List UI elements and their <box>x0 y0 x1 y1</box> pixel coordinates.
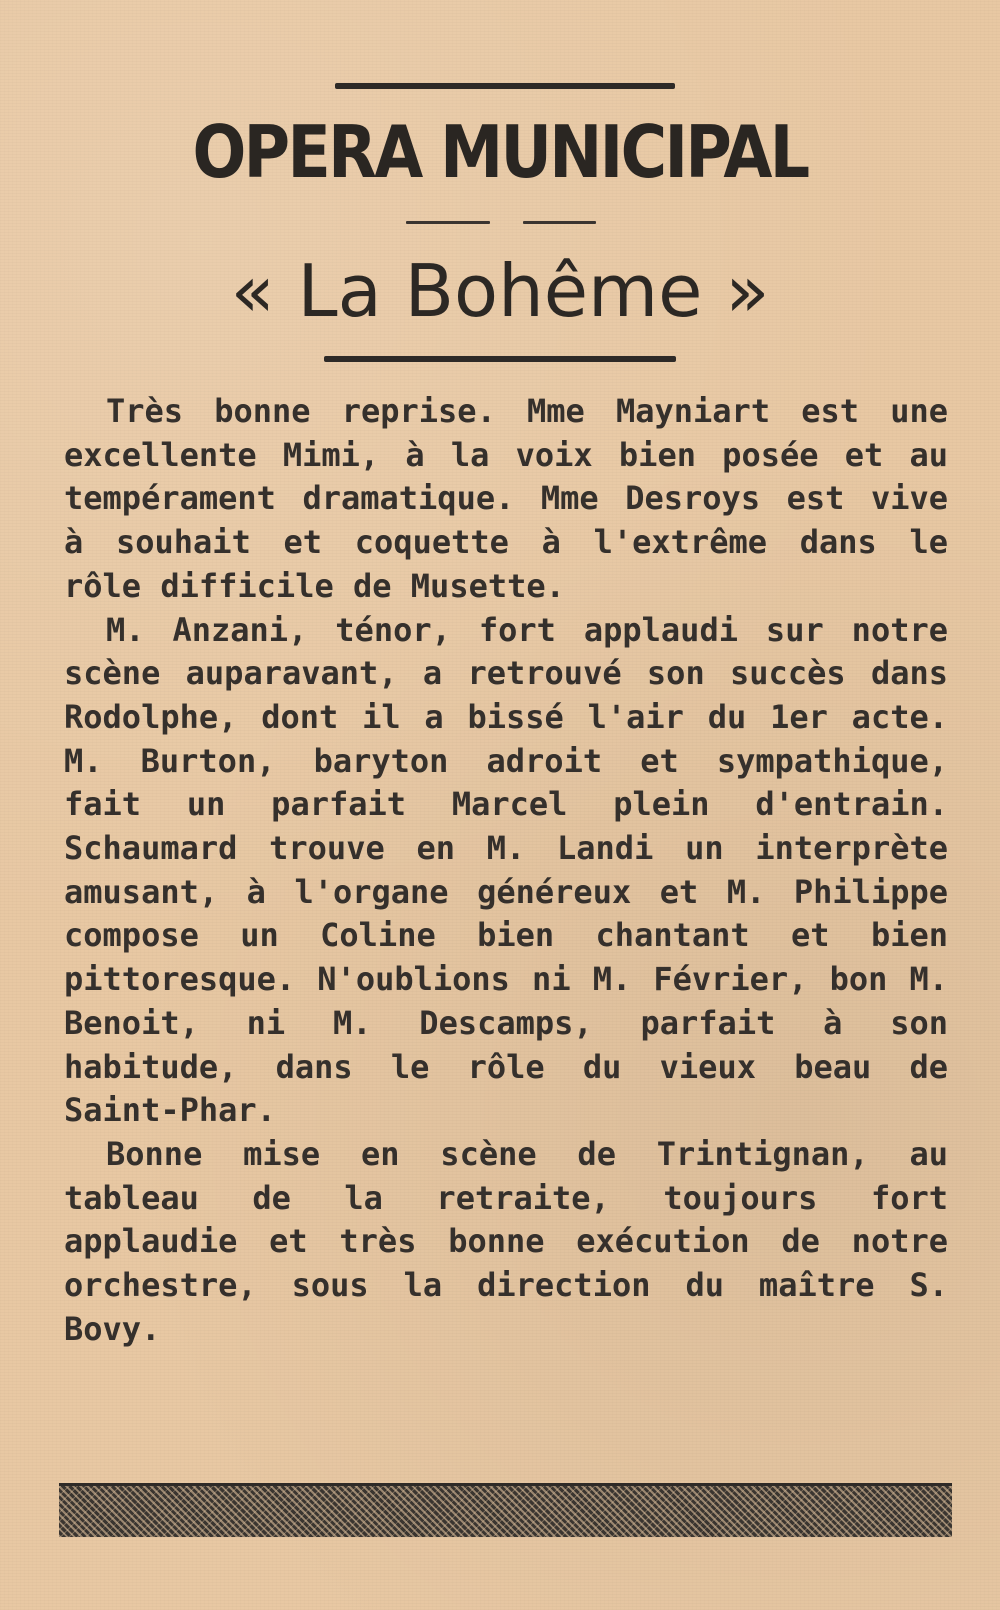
headline: OPERA MUNICIPAL <box>192 110 808 194</box>
dash-rule-left <box>406 221 490 224</box>
top-rule <box>335 83 675 89</box>
paragraph-1: Très bonne reprise. Mme Mayniart est une excellente Mimi, à la voix bien posée et au tempérament dramatique. Mme Desroys est vive à souhait et coquette à l'extrême dans le rôle difficile de Musette. <box>64 392 948 605</box>
middle-rule <box>324 356 676 362</box>
subheadline: « La Bohême » <box>230 249 770 333</box>
paragraph-2: M. Anzani, ténor, fort applaudi sur notre scène auparavant, a retrouvé son succès dans Rodolphe, dont il a bissé l'air du 1er acte. M. Burton, baryton adroit et sympathique, fait un parfait Marcel plein d'entrain. Schaumard trouve en M. Landi un interprète amusant, à l'organe généreux et M. Philippe compose un Coline bien chantant et bien pittoresque. N'oublions ni M. Février, bon M. Benoit, ni M. Descamps, parfait à son habitude, dans le rôle du vieux beau de Saint-Phar. <box>64 610 948 1130</box>
footer-hatched-bar <box>59 1483 952 1537</box>
dash-rule-right <box>523 221 596 224</box>
paragraph-3: Bonne mise en scène de Trintignan, au tableau de la retraite, toujours fort applaudie et très bonne exécution de notre orchestre, sous la direction du maître S. Bovy. <box>64 1134 948 1348</box>
article-body <box>64 390 948 1351</box>
